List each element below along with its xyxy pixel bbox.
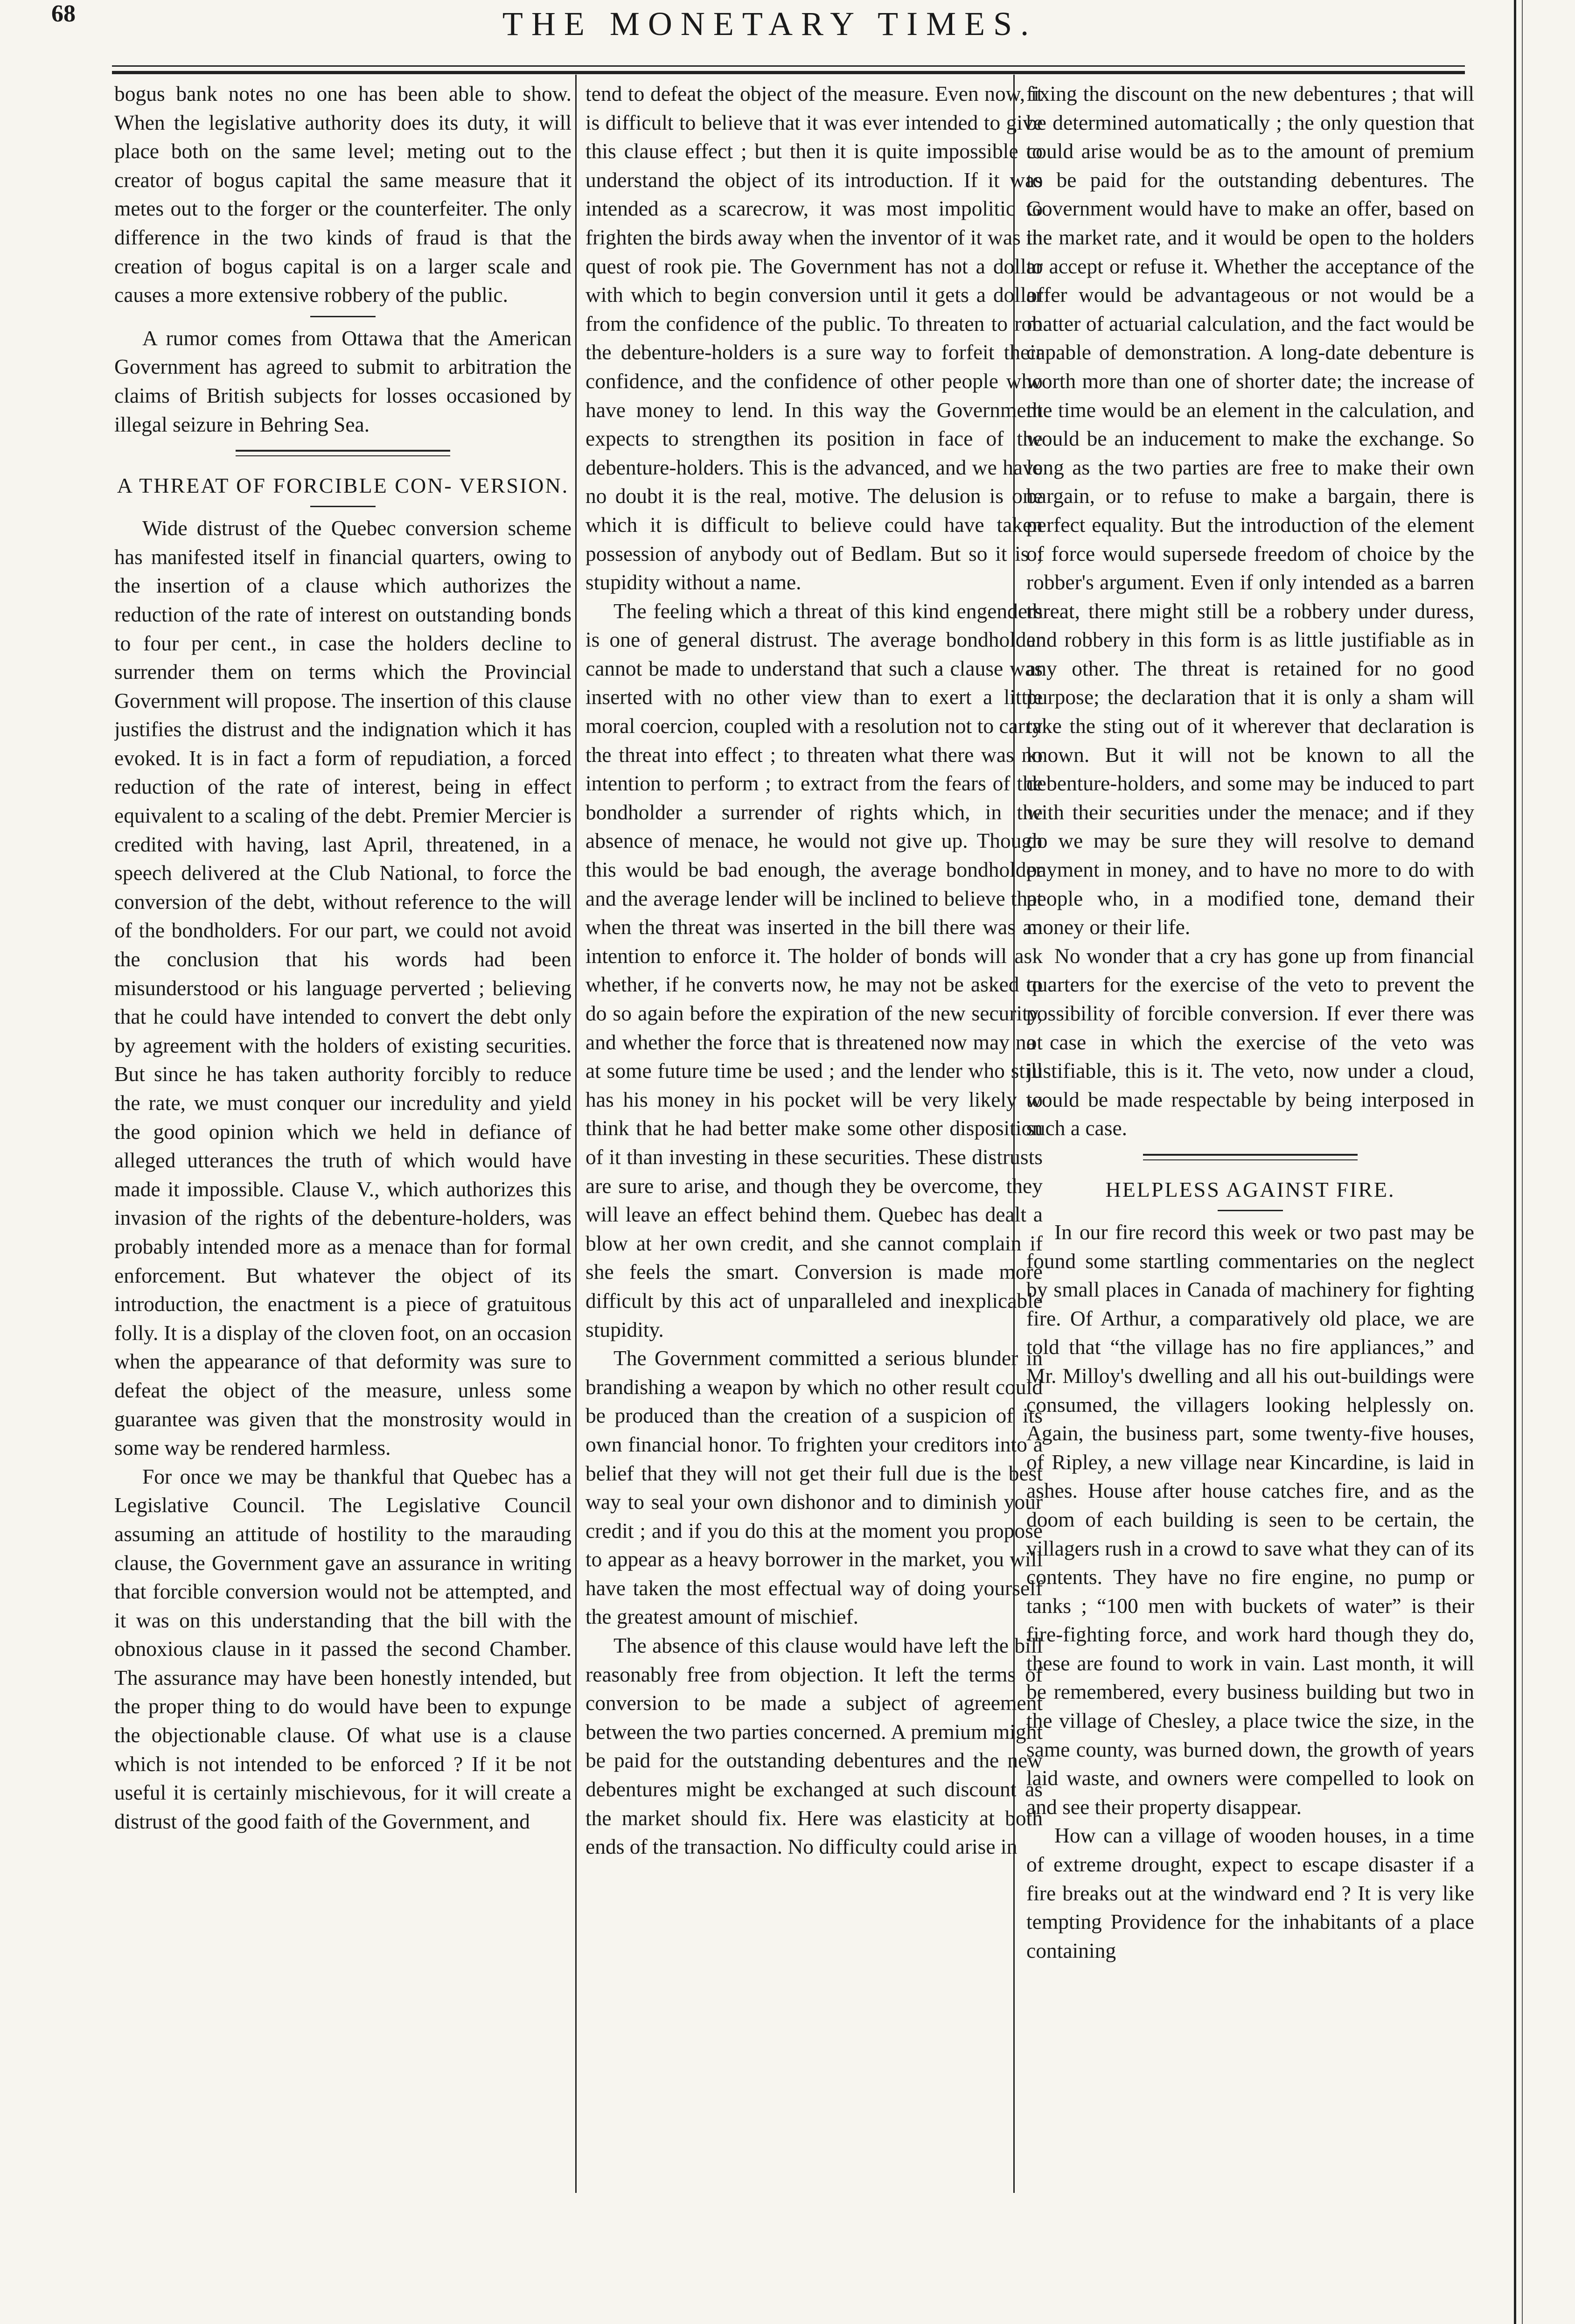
paragraph: No wonder that a cry has gone up from financial quarters for the exercise of the veto to prevent the possibility of forcible conversion. If ever there was a case in which the exercise of the veto was justifiable, this is it. The veto, now under a cloud, would be made respectable by being interposed in such a case.	[1026, 943, 1474, 1140]
column-1	[114, 79, 571, 2179]
column-divider-1	[575, 75, 577, 2193]
article-separator	[236, 450, 450, 456]
paragraph: For once we may be thankful that Quebec has a Legislative Council. The Legislative Council assuming an attitude of hostility to the marauding clause, the Government gave an assurance in writing that forcible conversion would not be attempted, and it was on this understanding that the bill with the obnoxious clause in it passed the second Chamber. The assurance may have been honestly intended, but the proper thing to do would have been to expunge the objectionable clause. Of what use is a clause which is not intended to be enforced ? If it be not useful it is certainly mischievous, for it will create a distrust of the good faith of the Government, and	[114, 1464, 571, 1833]
paragraph: tend to defeat the object of the measure. Even now, it is difficult to believe that it was ever intended to give this clause effect ; but then it is quite impossible to understand the object of its introduction. If it was intended as a scarecrow, it was most impolitic to frighten the birds away when the inventor of it was in quest of rook pie. The Government has not a dollar with which to begin conversion until it gets a dollar from the confidence of the public. To threaten to rob the debenture-holders is a sure way to forfeit their confidence, and the confidence of other people who have money to lend. In this way the Government expects to strengthen its position in face of the debenture-holders. This is the advanced, and we have no doubt it is the real, motive. The delusion is one which it is difficult to believe could have taken possession of anybody out of Bedlam. But so it is ; stupidity without a name.	[585, 82, 1043, 594]
paragraph: Wide distrust of the Quebec conversion scheme has manifested itself in financial quarters, owing to the insertion of a clause which authorizes the reduction of the rate of interest on outstanding bonds to four per cent., in case the holders decline to surrender them on terms which the Provincial Government will propose. The insertion of this clause justifies the distrust and the indignation which it has evoked. It is in fact a form of repudiation, a forced reduction of the rate of interest, being in effect equivalent to a scaling of the debt. Premier Mercier is credited with having, last April, threatened, in a speech delivered at the Club National, to force the conversion of the debt, without reference to the will of the bondholders. For our part, we could not avoid the conclusion that his words had been misunderstood or his language perverted ; believing that he could have intended to convert the debt only by agreement with the holders of existing securities. But since he has taken authority forcibly to reduce the rate, we must conquer our incredulity and yield the good opinion which we held in defiance of alleged utterances the truth of which would have made it impossible. Clause V., which authorizes this invasion of the rights of the debenture-holders, was probably intended more as a menace than for formal enforcement. But whatever the object of its introduction, the enactment is a piece of gratuitous folly. It is a display of the cloven foot, on an occasion when the appearance of that deformity was sure to defeat the object of the measure, unless some guarantee was given that the monstrosity would in some way be rendered harmless.	[114, 516, 571, 1460]
paragraph: The feeling which a threat of this kind engenders is one of general distrust. The average bondholder cannot be made to understand that such a clause was inserted with no other view than to exert a little moral coercion, coupled with a resolution not to carry the threat into effect ; to threaten what there was no intention to perform ; to extract from the fears of the bondholder a surrender of rights which, in the absence of menace, he would not give up. Though this would be bad enough, the average bondholder and the average lender will be inclined to believe that when the threat was inserted in the bill there was an intention to enforce it. The holder of bonds will ask whether, if he converts now, he may not be asked to do so again before the expiration of the new security, and whether the force that is threatened now may not at some future time be used ; and the lender who still has his money in his pocket will be very likely to think that he had better make some other disposition of it than investing in these securities. These distrusts are sure to arise, and though they be overcome, they will leave an effect behind them. Quebec has dealt a blow at her own credit, and she cannot complain if she feels the smart. Conversion is made more difficult by this act of unparalleled and inexplicable stupidity.	[585, 599, 1043, 1341]
paragraph: The absence of this clause would have left the bill reasonably free from objection. It left the terms of conversion to be made a subject of agreement between the two parties concerned. A premium might be paid for the outstanding debentures and the new debentures might be exchanged at such discount as the market should fix. Here was elasticity at both ends of the transaction. No difficulty could arise in	[585, 1633, 1043, 1859]
header-rule-bottom	[112, 71, 1465, 74]
article-headline: HELPLESS AGAINST FIRE.	[1105, 1177, 1395, 1201]
page-edge-rule-thin	[1522, 0, 1523, 2324]
header-rule-top	[112, 65, 1465, 67]
section-separator	[310, 316, 376, 317]
paragraph: The Government committed a serious blunder in brandishing a weapon by which no other result could be produced than the creation of a suspicion of its own financial honor. To frighten your creditors into a belief that they will not get their full due is the best way to seal your own dishonor and to diminish your credit ; and if you do this at the moment you propose to appear as a heavy borrower in the market, you will have taken the most effectual way of doing yourself the greatest amount of mischief.	[585, 1346, 1043, 1629]
paragraph: A rumor comes from Ottawa that the American Government has agreed to submit to arbitration the claims of British subjects for losses occasioned by illegal seizure in Behring Sea.	[114, 326, 571, 436]
journal-title: THE MONETARY TIMES.	[502, 5, 1038, 42]
paragraph: fixing the discount on the new debentures ; that will be determined automatically ; the only question that could arise would be as to the amount of premium to be paid for the outstanding debentures. The Government would have to make an offer, based on the market rate, and it would be open to the holders to accept or refuse it. Whether the acceptance of the offer would be advantageous or not would be a matter of actuarial calculation, and the fact would be capable of demonstration. A long-date debenture is worth more than one of shorter date; the increase of the time would be an element in the calculation, and would be an inducement to make the exchange. So long as the two parties are free to make their own bargain, or to refuse to make a bargain, there is perfect equality. But the introduction of the element of force would supersede freedom of choice by the robber's argument. Even if only intended as a barren threat, there might still be a robbery under duress, and robbery in this form is as little justifiable as in any other. The threat is retained for no good purpose; the declaration that it is only a sham will take the sting out of it wherever that declaration is known. But it will not be known to all the debenture-holders, and some may be induced to part with their securities under the menace; and if they do we may be sure they will resolve to demand payment in money, and to have no more to do with people who, in a modified tone, demand their money or their life.	[1026, 82, 1474, 939]
paragraph: In our fire record this week or two past may be found some startling commentaries on the neglect by small places in Canada of machinery for fighting fire. Of Arthur, a comparatively old place, we are told that “the village has no fire appliances,” and Mr. Milloy's dwelling and all his out-buildings were consumed, the villagers looking helplessly on. Again, the business part, some twenty-five houses, of Ripley, a new village near Kincardine, is laid in ashes. House after house catches fire, and as the doom of each building is seen to be certain, the villagers rush in a crowd to save what they can of its contents. They have no fire engine, no pump or tanks ; “100 men with buckets of water” is their fire-fighting force, and work hard though they do, these are found to work in vain. Last month, it will be remembered, every business building but two in the village of Chesley, a place twice the size, in the same county, was burned down, the growth of years laid waste, and owners were compelled to look on and see their property disappear.	[1026, 1220, 1474, 1819]
section-separator	[310, 506, 376, 507]
column-2	[585, 79, 1043, 2179]
paragraph: bogus bank notes no one has been able to show. When the legislative authority does its duty, it will place both on the same level; meting out to the creator of bogus capital the same measure that it metes out to the forger or the counterfeiter. The only difference in the two kinds of fraud is that the creation of bogus capital is on a larger scale and causes a more extensive robbery of the public.	[114, 82, 571, 307]
page-edge-rule	[1514, 0, 1516, 2324]
page-number: 68	[51, 0, 76, 27]
article-separator	[1143, 1154, 1358, 1160]
paragraph: How can a village of wooden houses, in a time of extreme drought, expect to escape disaster if a fire breaks out at the windward end ? It is very like tempting Providence for the inhabitants of a place containing	[1026, 1823, 1474, 1962]
article-headline: A THREAT OF FORCIBLE CON- VERSION.	[117, 474, 569, 498]
column-3	[1026, 79, 1474, 2179]
section-separator	[1218, 1210, 1283, 1211]
